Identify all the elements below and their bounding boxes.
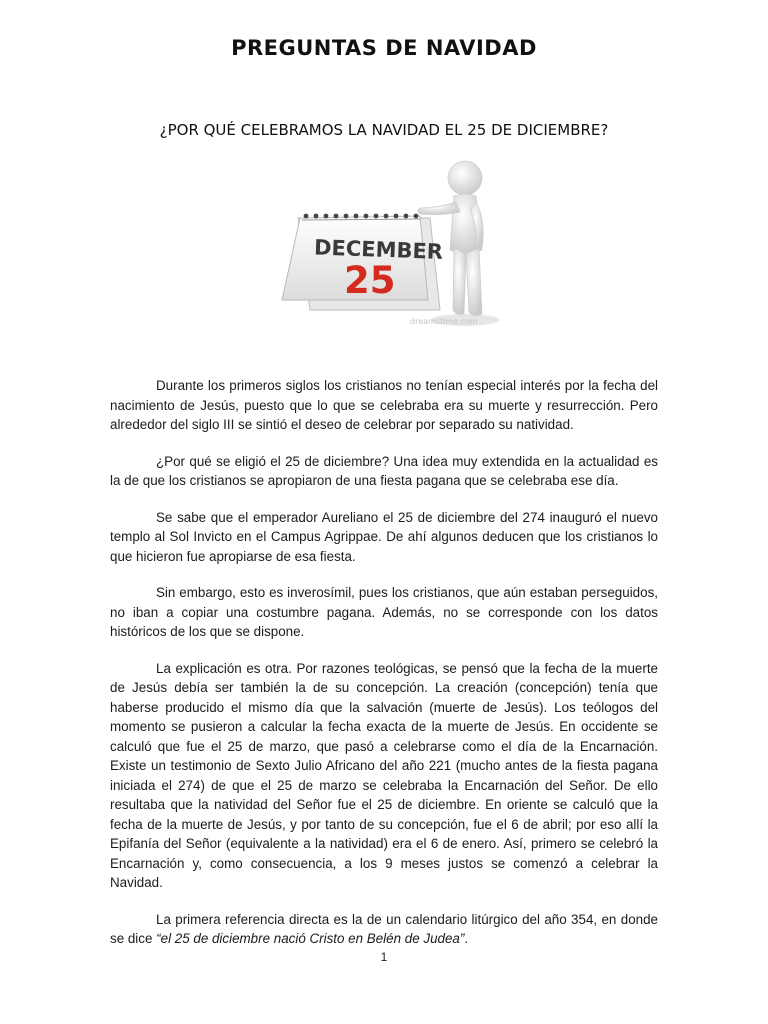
paragraph-last [110,910,658,949]
paragraph: ¿Por qué se eligió el 25 de diciembre? Una idea muy extendida en la actualidad es la de que los cristianos se apropiaron de una fiesta pagana que se celebraba ese día. [110,453,658,488]
calendar-month: DECEMBER [313,235,444,264]
calendar-figure-icon [270,150,510,340]
quote-text: “el 25 de diciembre nació Cristo en Belén de Judea” [156,931,465,946]
paragraph-tail: . [464,931,469,946]
body-text [110,376,658,966]
paragraph: La explicación es otra. Por razones teológicas, se pensó que la fecha de la muerte de Jesús debía ser también la de su concepción. La creación (concepción) tenía que haberse producido el mismo día que la salvación (muerte de Jesús). Los teólogos del momento se pusieron a calcular la fecha exacta de la muerte de Jesús. En occidente se calculó que fue el 25 de marzo, que pasó a celebrarse como el día de la Encarnación. Existe un testimonio de Sexto Julio Africano del año 221 (mucho antes de la fiesta pagana iniciada el 274) de que el 25 de marzo se celebraba la Encarnación del Señor. De ello resultaba que la natividad del Señor fue el 25 de diciembre. En oriente se calculó que la fecha de la muerte de Jesús, y por tanto de su concepción, fue el 6 de abril; por eso allí la Epifanía del Señor (equivalente a la natividad) era el 6 de enero. Así, primero se celebró la Encarnación y, como consecuencia, a los 9 meses justos se comenzó a celebrar la Navidad. [110,660,658,890]
calendar-day: 25 [344,259,396,302]
page-number: 1 [380,950,388,964]
paragraph-lead: La primera referencia directa es la de un calendario litúrgico del año 354, en donde se dice [110,911,658,946]
paragraph: Sin embargo, esto es inverosímil, pues los cristianos, que aún estaban perseguidos, no iban a copiar una costumbre pagana. Además, no se corresponde con los datos históricos de los que se dispone. [110,585,658,639]
paragraph: Se sabe que el emperador Aureliano el 25 de diciembre del 274 inauguró el nuevo templo al Sol Invicto en el Campus Agrippae. De ahí algunos deducen que los cristianos lo que hicieron fue apropiarse de esa fiesta. [110,509,658,564]
page-title: PREGUNTAS DE NAVIDAD [231,36,537,60]
section-heading: ¿POR QUÉ CELEBRAMOS LA NAVIDAD EL 25 DE DICIEMBRE? [159,121,609,139]
paragraph: Durante los primeros siglos los cristianos no tenían especial interés por la fecha del nacimiento de Jesús, puesto que lo que se celebraba era su muerte y resurrección. Pero alrededor del siglo III se sintió el deseo de celebrar por separado su natividad. [110,378,658,432]
watermark-text: dreamstime.com [410,317,478,326]
